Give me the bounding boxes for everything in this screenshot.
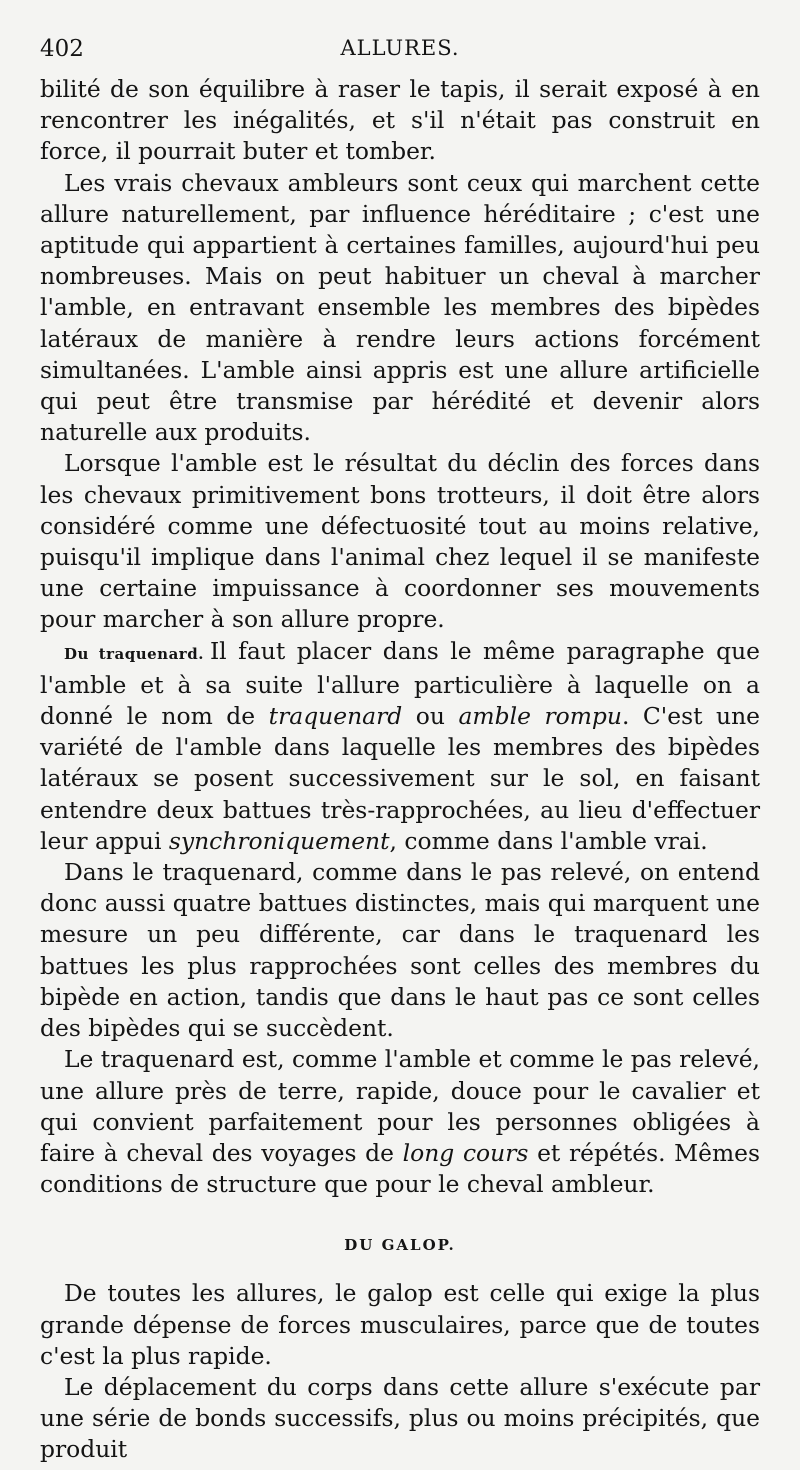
italic-term: long cours [402,1138,529,1167]
page-header [40,30,760,74]
text-span: et répétés. Mêmes conditions de structure que pour le cheval ambleur. [40,1138,760,1199]
italic-term: traquenard [268,702,403,731]
text-span: . C'est une variété de l'amble dans laquelle les membres des bipèdes latéraux se posent successivement sur le sol, en faisant entendre deux battues très-rapprochées, au lieu d'effectuer leur appui [40,702,760,855]
text-span: ou [402,702,459,731]
paragraph-allure-terre [40,1044,760,1200]
paragraph-traquenard [40,636,760,857]
text-span: , comme dans l'amble vrai. [389,826,708,855]
paragraph-ambleurs: Les vrais chevaux ambleurs sont ceux qui marchent cette allure naturellement, par influence héréditaire ; c'est une aptitude qui appartient à certaines familles, aujourd'hui peu nombreuses. Mais on peut habituer un cheval à marcher l'amble, en entravant ensemble les membres des bipèdes latéraux de manière à rendre leurs actions forcément simultanées. L'amble ainsi appris est une allure artificielle qui peut être transmise par hérédité et devenir alors naturelle aux produits. [40,168,760,447]
italic-term: amble rompu [458,702,622,731]
paragraph-galop-intro: De toutes les allures, le galop est celle qui exige la plus grande dépense de forces musculaires, parce que de toutes c'est la plus rapide. [40,1279,760,1370]
paragraph-battues: Dans le traquenard, comme dans le pas relevé, on entend donc aussi quatre battues distinctes, mais qui marquent une mesure un peu différente, car dans le traquenard les battues les plus rapprochées sont celles des membres du bipède en action, tandis que dans le haut pas ce sont celles des bipèdes qui se succèdent. [40,858,760,1043]
section-title: DU GALOP. [344,1236,456,1255]
italic-term: synchroniquement [168,826,390,855]
running-head: ALLURES. [340,36,460,60]
text-span: Le traquenard est, comme l'amble et comme le pas relevé, une allure près de terre, rapide, douce pour le cavalier et qui convient parfaitement pour les personnes obligées à faire à cheval des voyages de [40,1045,760,1167]
text-span: Il faut placer dans le même paragraphe que l'amble et à sa suite l'allure particulière à laquelle on a donné le nom de [40,636,760,731]
page-number: 402 [40,36,84,62]
side-heading-traquenard: Du traquenard. [64,644,204,663]
paragraph-continuation: bilité de son équilibre à raser le tapis, il serait exposé à en rencontrer les inégalités, et s'il n'était pas construit en force, il pourrait buter et tomber. [40,75,760,166]
paragraph-declin: Lorsque l'amble est le résultat du déclin des forces dans les chevaux primitivement bons trotteurs, il doit être alors considéré comme une défectuosité tout au moins relative, puisqu'il implique dans l'animal chez lequel il se manifeste une certaine impuissance à coordonner ses mouvements pour marcher à son allure propre. [40,449,760,634]
paragraph-galop-deplacement: Le déplacement du corps dans cette allure s'exécute par une série de bonds successifs, plus ou moins précipités, que produit [40,1372,760,1464]
